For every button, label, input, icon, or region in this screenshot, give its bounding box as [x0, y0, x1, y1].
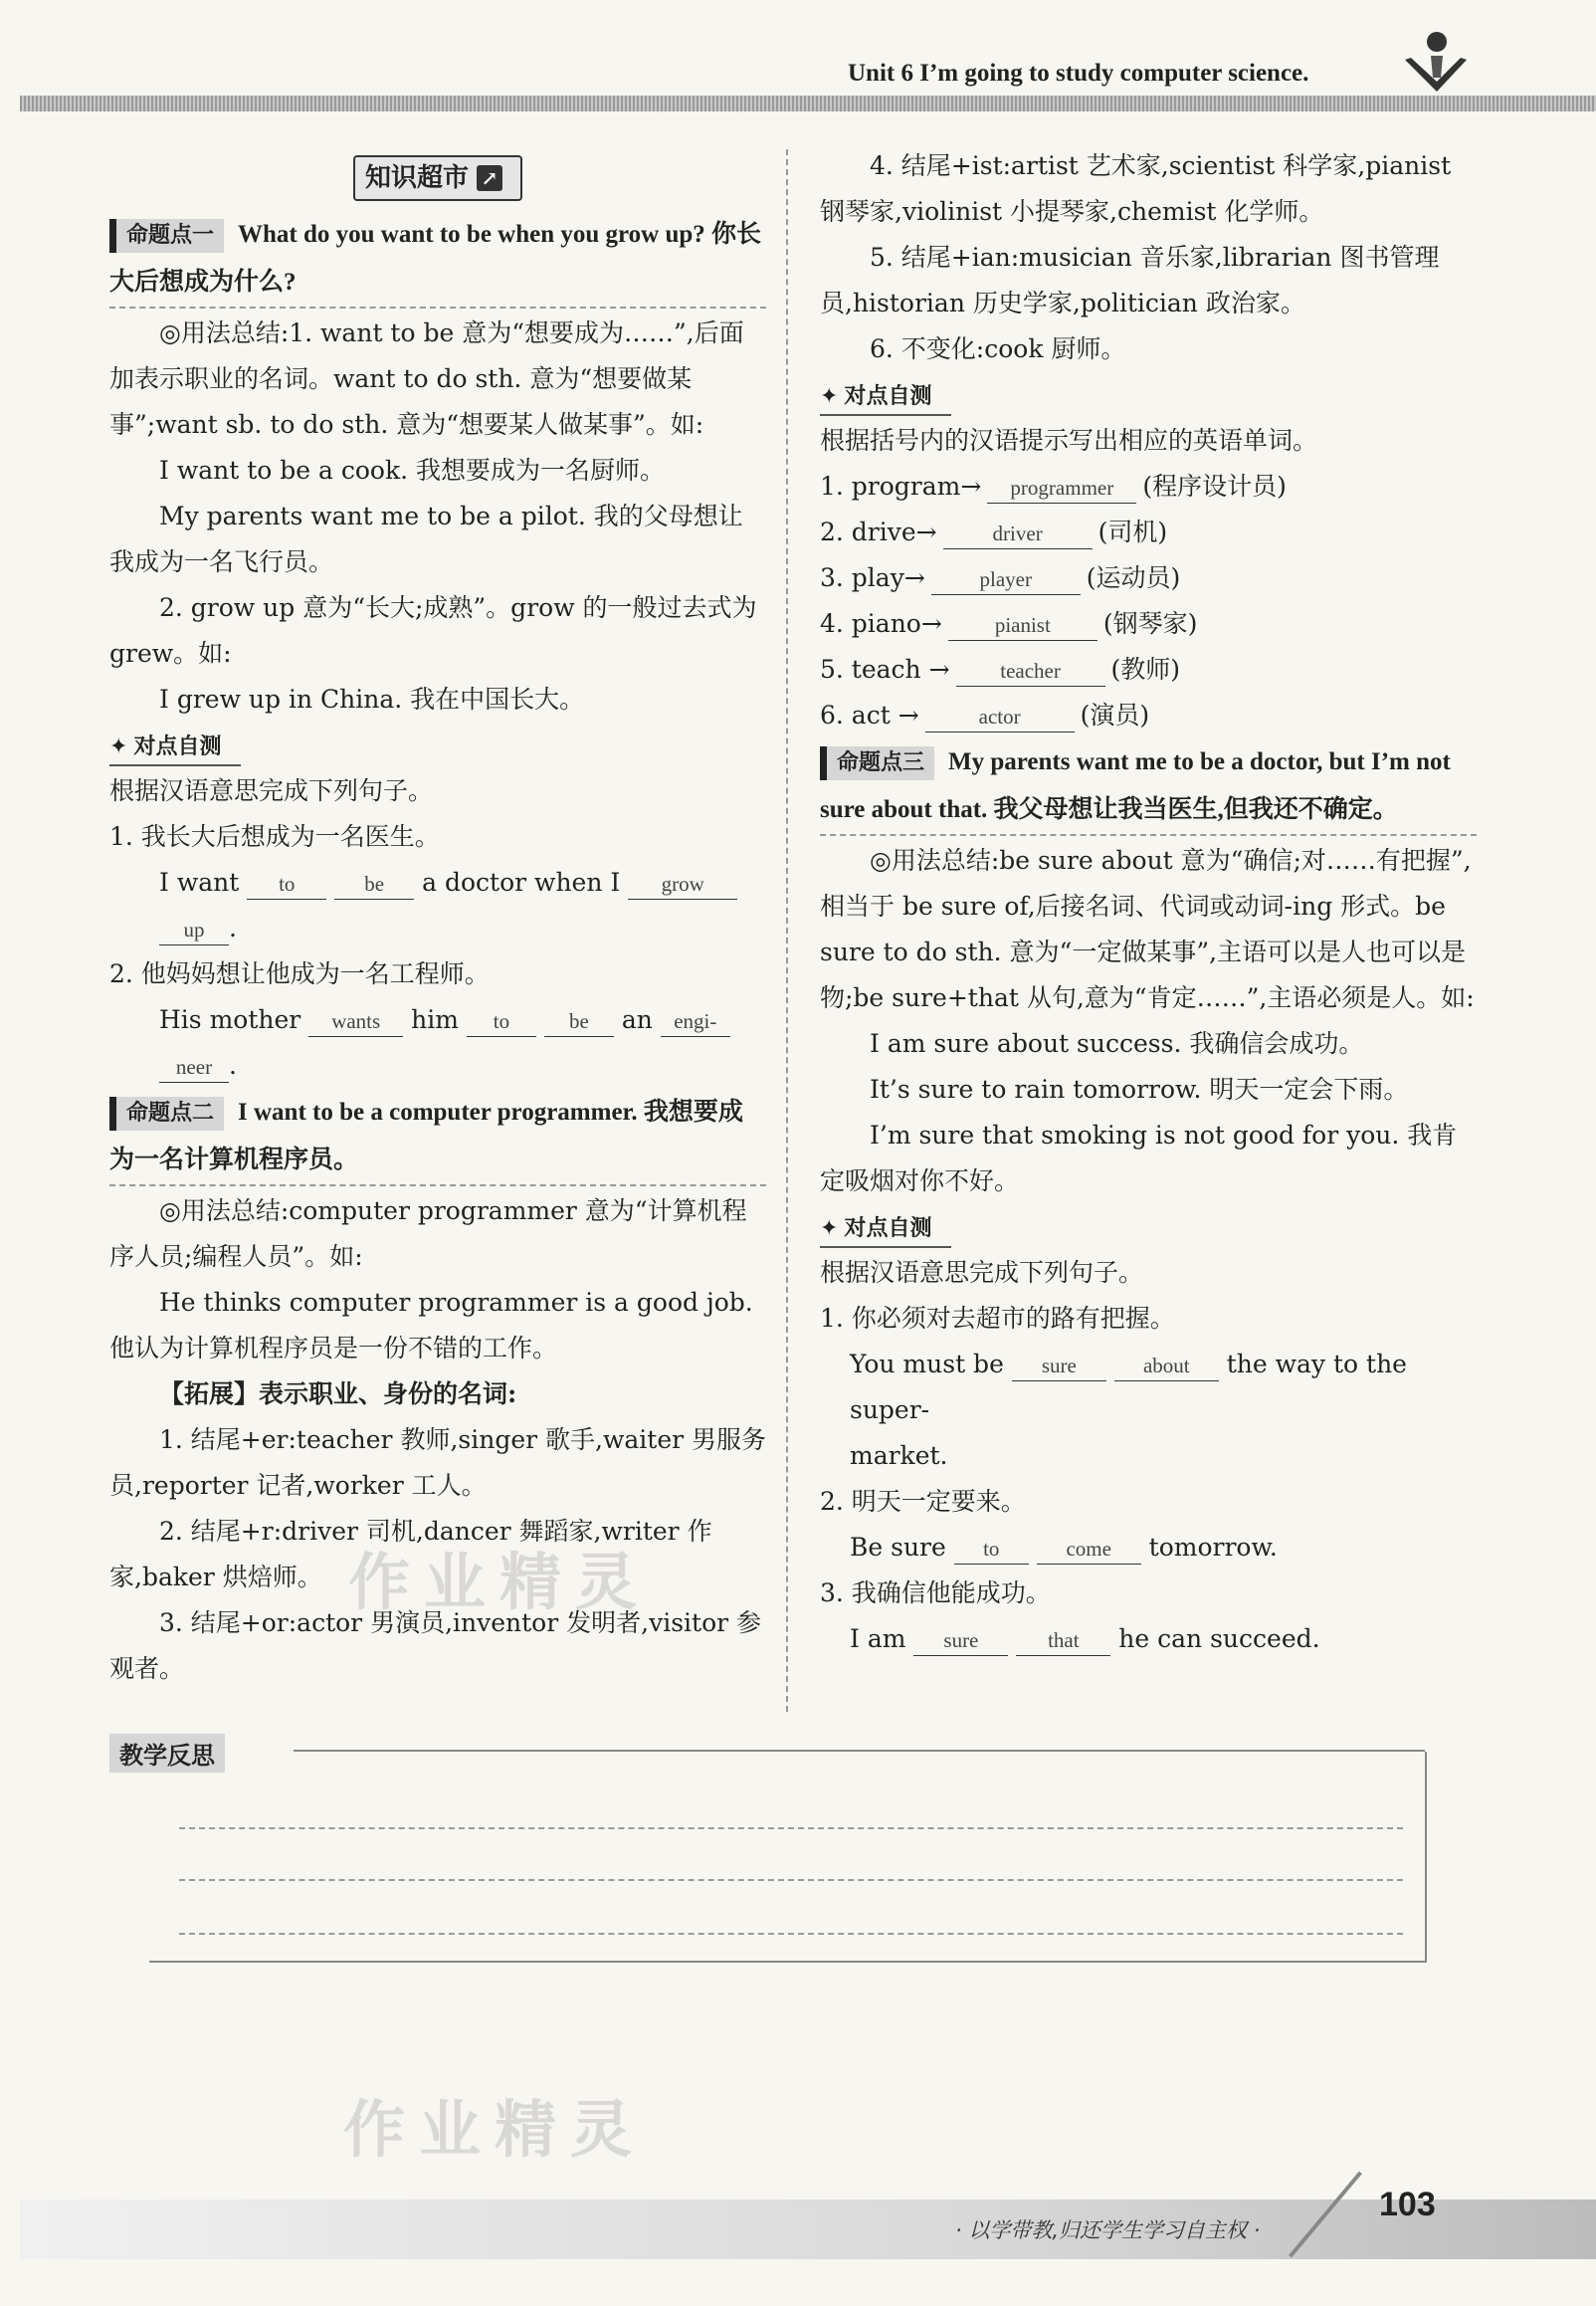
answer-blank: sure: [913, 1625, 1008, 1656]
example: I’m sure that smoking is not good for you. 我肯定吸烟对你不好。: [820, 1121, 1458, 1195]
extension-item: 2. 结尾+r:driver 司机,dancer 舞蹈家,writer 作家,baker 烘焙师。: [109, 1517, 712, 1591]
word-prompt: 3. play→: [820, 563, 925, 592]
extension-item: 3. 结尾+or:actor 男演员,inventor 发明者,visitor 参观者。: [109, 1608, 762, 1683]
answer-blank: wants: [308, 1006, 403, 1037]
topic-2-heading: [109, 1089, 766, 1186]
text: an: [621, 1005, 653, 1034]
answer-line: [109, 997, 766, 1089]
answer-blank: come: [1037, 1534, 1141, 1565]
word-item: [820, 647, 1477, 693]
text: tomorrow.: [1148, 1533, 1278, 1562]
text: I am: [850, 1624, 906, 1653]
topic-3-heading: [820, 738, 1477, 836]
word-hint: (运动员): [1086, 563, 1181, 592]
answer-blank: to: [247, 869, 326, 900]
word-hint: (司机): [1097, 518, 1168, 546]
word-prompt: 2. drive→: [820, 518, 937, 546]
text: You must be: [850, 1350, 1004, 1378]
topic-text: My parents want me to be a doctor, but I’m not sure about that. 我父母想让我当医生,但我还不确定。: [820, 748, 1451, 823]
column-divider: [786, 149, 788, 1712]
question: 3. 我确信他能成功。: [820, 1578, 1051, 1607]
example: It’s sure to rain tomorrow. 明天一定会下雨。: [870, 1075, 1409, 1104]
running-header: Unit 6 I’m going to study computer science.: [848, 60, 1309, 87]
text: he can succeed.: [1118, 1624, 1320, 1653]
instruction: 根据汉语意思完成下列句子。: [109, 776, 434, 805]
text: him: [411, 1005, 459, 1034]
example: I am sure about success. 我确信会成功。: [870, 1029, 1364, 1058]
usage-summary: ◎用法总结:computer programmer 意为“计算机程序人员;编程人员”。如:: [109, 1196, 747, 1271]
page-number: 103: [1379, 2186, 1436, 2223]
usage-note: 2. grow up 意为“长大;成熟”。grow 的一般过去式为 grew。如:: [109, 593, 757, 668]
footer-motto: · 以学带教,归还学生学习自主权 ·: [955, 2218, 1261, 2242]
extension-item: 6. 不变化:cook 厨师。: [870, 334, 1126, 363]
reflection-label: 教学反思: [109, 1734, 225, 1773]
answer-blank: to: [467, 1006, 536, 1037]
self-check-heading: [820, 1212, 951, 1248]
answer-blank: to: [954, 1534, 1029, 1565]
example: He thinks computer programmer is a good job. 他认为计算机程序员是一份不错的工作。: [109, 1288, 753, 1363]
answer-blank: driver: [943, 519, 1093, 549]
answer-blank: engi-: [661, 1006, 730, 1037]
example: I want to be a cook. 我想要成为一名厨师。: [159, 456, 666, 485]
answer-blank: be: [334, 869, 414, 900]
writing-line: [179, 1933, 1403, 1935]
extension-item: 4. 结尾+ist:artist 艺术家,scientist 科学家,pianist 钢琴家,violinist 小提琴家,chemist 化学师。: [820, 151, 1452, 226]
topic-tag: 命题点三: [820, 746, 934, 780]
text: market.: [850, 1441, 948, 1470]
word-prompt: 1. program→: [820, 472, 982, 501]
text: .: [229, 914, 237, 943]
text: I want: [159, 868, 240, 897]
answer-blank: about: [1114, 1351, 1219, 1381]
writing-line: [179, 1827, 1403, 1829]
word-list: [820, 464, 1477, 738]
question: 2. 明天一定要来。: [820, 1487, 1026, 1516]
right-column: [820, 143, 1477, 1662]
answer-blank: be: [544, 1006, 614, 1037]
reflection-box: [149, 1752, 1427, 1963]
answer-blank: neer: [159, 1052, 229, 1083]
watermark: 作业精灵: [343, 2093, 647, 2166]
section-banner: [109, 155, 766, 201]
word-hint: (程序设计员): [1142, 472, 1287, 501]
topic-1-heading: [109, 211, 766, 309]
book-reader-logo-icon: [1401, 30, 1471, 102]
text: His mother: [159, 1005, 301, 1034]
answer-blank: that: [1016, 1625, 1110, 1656]
word-hint: (教师): [1110, 655, 1181, 684]
word-prompt: 4. piano→: [820, 609, 942, 638]
sparkle-icon: ✦: [109, 734, 128, 759]
word-item: [820, 601, 1477, 647]
word-prompt: 5. teach →: [820, 655, 950, 684]
word-item: [820, 693, 1477, 738]
topic-text: I want to be a computer programmer. 我想要成为一名计算机程序员。: [109, 1099, 743, 1173]
sparkle-icon: ✦: [820, 1216, 839, 1241]
extension-heading: 【拓展】表示职业、身份的名词:: [159, 1379, 517, 1408]
answer-blank: player: [931, 564, 1081, 595]
answer-line: [820, 1525, 1477, 1571]
arrow-icon: ↗: [477, 165, 502, 191]
word-hint: (钢琴家): [1102, 609, 1198, 638]
self-check-heading: [109, 731, 241, 766]
text: Be sure: [850, 1533, 946, 1562]
watermark: 作业精灵: [348, 1546, 652, 1618]
self-check-label: 对点自测: [844, 384, 932, 409]
extension-item: 5. 结尾+ian:musician 音乐家,librarian 图书管理员,historian 历史学家,politician 政治家。: [820, 243, 1440, 317]
self-check-label: 对点自测: [844, 1216, 932, 1241]
writing-line: [179, 1879, 1403, 1881]
example: My parents want me to be a pilot. 我的父母想让我成为一名飞行员。: [109, 502, 743, 576]
topic-text: What do you want to be when you grow up? 你长大后想成为什么?: [109, 221, 762, 296]
instruction: 根据括号内的汉语提示写出相应的英语单词。: [820, 426, 1318, 455]
text: the way to the super-: [850, 1350, 1407, 1424]
question: 1. 我长大后想成为一名医生。: [109, 822, 440, 851]
text: .: [229, 1051, 237, 1080]
answer-blank: actor: [925, 702, 1075, 733]
answer-blank: pianist: [948, 610, 1097, 641]
answer-blank: programmer: [987, 473, 1136, 504]
word-item: [820, 510, 1477, 555]
usage-summary: ◎用法总结:1. want to be 意为“想要成为……”,后面加表示职业的名词。want to do sth. 意为“想要做某事”;want sb. to do sth. 意为“想要某人做某事”。如:: [109, 318, 744, 439]
banner-title: 知识超市: [364, 163, 469, 193]
answer-line: [820, 1616, 1477, 1662]
usage-summary: ◎用法总结:be sure about 意为“确信;对……有把握”,相当于 be sure of,后接名词、代词或动词-ing 形式。be sure to do sth. 意为“一定做某事”,主语可以是人也可以是物;be sure+that 从句,意为“肯定……”,主语必须是人。如:: [820, 846, 1475, 1012]
answer-line: [109, 860, 766, 951]
topic-tag: 命题点二: [109, 1097, 224, 1131]
answer-blank: grow: [628, 869, 737, 900]
instruction: 根据汉语意思完成下列句子。: [820, 1258, 1144, 1287]
answer-line: [820, 1342, 1477, 1479]
word-prompt: 6. act →: [820, 701, 919, 730]
footer-band: [20, 2200, 1596, 2259]
sparkle-icon: ✦: [820, 384, 839, 409]
word-item: [820, 555, 1477, 601]
topic-tag: 命题点一: [109, 219, 224, 253]
word-item: [820, 464, 1477, 510]
answer-blank: teacher: [956, 656, 1105, 687]
question: 2. 他妈妈想让他成为一名工程师。: [109, 959, 490, 988]
text: a doctor when I: [422, 868, 621, 897]
left-column: [109, 149, 766, 1692]
answer-blank: sure: [1012, 1351, 1106, 1381]
extension-item: 1. 结尾+er:teacher 教师,singer 歌手,waiter 男服务员,reporter 记者,worker 工人。: [109, 1425, 767, 1500]
question: 1. 你必须对去超市的路有把握。: [820, 1304, 1175, 1333]
self-check-label: 对点自测: [133, 734, 222, 759]
example: I grew up in China. 我在中国长大。: [159, 685, 585, 714]
header-band: [20, 96, 1596, 111]
word-hint: (演员): [1080, 701, 1150, 730]
answer-blank: up: [159, 915, 229, 945]
self-check-heading: [820, 380, 951, 416]
